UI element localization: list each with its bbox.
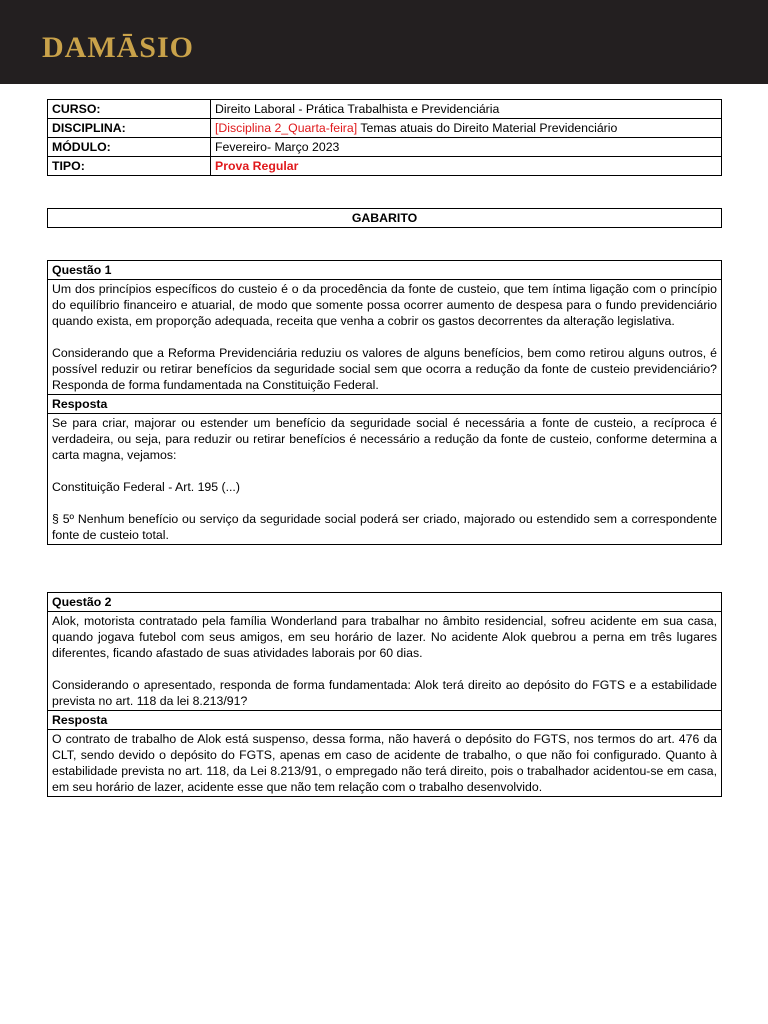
info-value-text: Fevereiro- Março 2023: [215, 140, 340, 154]
info-label: CURSO:: [48, 100, 211, 119]
answer-paragraph: O contrato de trabalho de Alok está suspenso, dessa forma, não haverá o depósito do FGTS, nos termos do art. 476 da CLT, sendo devido o depósito do FGTS, apenas em caso de acidente de trabalho, o que não foi configurado. Quanto à estabilidade prevista no art. 118, da Lei 8.213/91, o empregado não terá direito, pois o trabalhador acidentou-se em casa, em seu horário de lazer, acidente esse que não tem relação com o trabalho desenvolvido.: [52, 732, 717, 794]
info-value: [211, 119, 722, 138]
info-label: MÓDULO:: [48, 138, 211, 157]
answer-title: Resposta: [48, 395, 722, 414]
info-row-tipo: [48, 157, 722, 176]
header-bar: [0, 0, 768, 84]
question-body: [48, 280, 722, 395]
info-value: [211, 157, 722, 176]
question-paragraph: Considerando o apresentado, responda de forma fundamentada: Alok terá direito ao depósito do FGTS e a estabilidade prevista no art. 118 da lei 8.213/91?: [52, 678, 717, 708]
question-paragraph: Alok, motorista contratado pela família Wonderland para trabalhar no âmbito residencial, sofreu acidente em sua casa, quando jogava futebol com seus amigos, em seu horário de lazer. No acidente Alok quebrou a perna em três lugares diferentes, ficando afastado de suas atividades laborais por 60 dias.: [52, 614, 717, 660]
answer-paragraph: Constituição Federal - Art. 195 (...): [52, 480, 240, 494]
gabarito-title: GABARITO: [48, 209, 722, 228]
info-row-modulo: [48, 138, 722, 157]
question-1-block: [47, 260, 722, 545]
question-title: Questão 2: [48, 593, 722, 612]
info-value-text: Temas atuais do Direito Material Previdenciário: [357, 121, 618, 135]
info-row-disciplina: [48, 119, 722, 138]
exam-type: Prova Regular: [215, 159, 299, 173]
info-label: DISCIPLINA:: [48, 119, 211, 138]
info-label: TIPO:: [48, 157, 211, 176]
answer-body: [48, 414, 722, 545]
question-paragraph: Considerando que a Reforma Previdenciária reduziu os valores de alguns benefícios, bem como retirou alguns outros, é possível reduzir ou retirar benefícios da seguridade social sem que ocorra a redução da fonte de custeio previdenciário? Responda de forma fundamentada na Constituição Federal.: [52, 346, 717, 392]
answer-paragraph: § 5º Nenhum benefício ou serviço da seguridade social poderá ser criado, majorado ou estendido sem a correspondente fonte de custeio total.: [52, 512, 717, 542]
question-paragraph: Um dos princípios específicos do custeio é o da procedência da fonte de custeio, que tem íntima ligação com o princípio do equilíbrio financeiro e atuarial, de modo que somente possa ocorrer aumento de despesa para o fundo previdenciário quando exista, em proporção adequada, receita que venha a cobrir os gastos decorrentes da alteração legislativa.: [52, 282, 717, 328]
gabarito-header: [47, 208, 722, 228]
question-body: [48, 612, 722, 711]
answer-body: [48, 730, 722, 797]
brand-logo: DAMĀSIO: [42, 31, 195, 64]
info-row-curso: [48, 100, 722, 119]
answer-paragraph: Se para criar, majorar ou estender um benefício da seguridade social é necessária a fonte de custeio, a recíproca é verdadeira, ou seja, para reduzir ou retirar benefícios é necessário a redução da fonte de custeio, conforme determina a carta magna, vejamos:: [52, 416, 717, 462]
info-value-text: Direito Laboral - Prática Trabalhista e Previdenciária: [215, 102, 500, 116]
info-value: [211, 100, 722, 119]
question-2-block: [47, 592, 722, 797]
info-value: [211, 138, 722, 157]
answer-title: Resposta: [48, 711, 722, 730]
discipline-tag: [Disciplina 2_Quarta-feira]: [215, 121, 358, 135]
course-info-table: [47, 99, 722, 176]
question-title: Questão 1: [48, 261, 722, 280]
